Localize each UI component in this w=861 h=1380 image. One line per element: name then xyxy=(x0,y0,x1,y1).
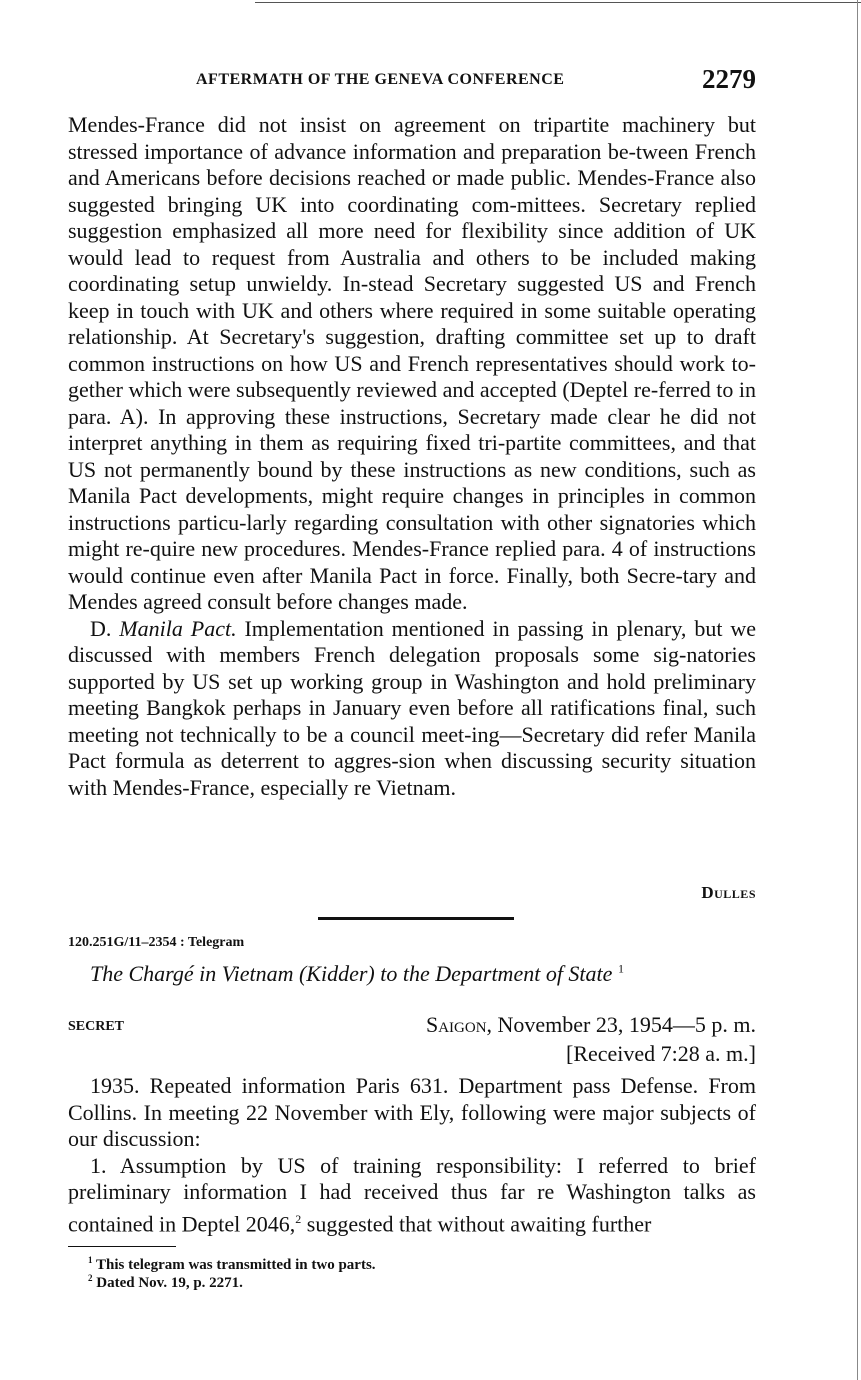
footnote-rule xyxy=(68,1246,176,1247)
paragraph-heading: Manila Pact. xyxy=(119,615,237,641)
signature: Dulles xyxy=(701,883,756,902)
dulles-telegram-body xyxy=(68,112,756,801)
footnote-marker: 2 xyxy=(295,1211,302,1226)
paragraph-text-continued: suggested that without awaiting further xyxy=(301,1210,652,1236)
right-page-edge xyxy=(857,0,858,1380)
page-number: 2279 xyxy=(702,64,756,94)
page-header xyxy=(68,64,756,100)
dateline-place: Saigon, xyxy=(425,1012,493,1037)
footnote-number: 1 xyxy=(88,1255,93,1265)
body-paragraph: Mendes-France did not insist on agreement on tripartite machinery but stressed importance of advance information and preparation be-tween French and Americans before decisions reached or made public. Mendes-France also suggested bringing UK into coordinating com-mittees. Secretary replied suggestion emphasized all more need for flexibility since addition of UK would lead to request from Australia and others to be included making coordinating setup unwieldy. In-stead Secretary suggested US and French keep in touch with UK and others where required in some suitable operating relationship. At Secretary's suggestion, drafting committee set up to draft common instructions on how US and French representatives should work to-gether which were subsequently reviewed and accepted (Deptel re-ferred to in para. A). In approving these instructions, Secretary made clear he did not interpret anything in them as requiring fixed tri-partite committees, and that US not permanently bound by these instructions as new conditions, such as Manila Pact developments, might require changes in principles in common instructions particu-larly regarding consultation with other signatories which might re-quire new procedures. Mendes-France replied para. 4 of instructions would continue even after Manila Pact in force. Finally, both Secre-tary and Mendes agreed consult before changes made. xyxy=(68,112,756,614)
footnote-text: Dated Nov. 19, p. 2271. xyxy=(96,1275,243,1291)
footnote-number: 2 xyxy=(88,1273,93,1283)
footnote-text: This telegram was transmitted in two parts. xyxy=(95,1257,376,1273)
paragraph-text: 1. Assumption by US of training responsibility: I referred to brief preliminary information I had received thus far re Washington talks as contained in Deptel 2046, xyxy=(68,1152,756,1236)
section-divider xyxy=(318,917,514,920)
top-page-rule xyxy=(255,2,861,3)
paragraph-label: D. xyxy=(90,615,112,641)
body-paragraph: 1935. Repeated information Paris 631. Department pass Defense. From Collins. In meeting 22 November with Ely, following were major subjects of our discussion: xyxy=(68,1073,756,1151)
paragraph-text: Implementation mentioned in passing in plenary, but we discussed with members French delegation proposals some sig-natories supported by US set up working group in Washington and hold preliminary meeting Bangkok perhaps in January even before all ratifications final, such meeting not technically to be a council meet-ing—Secretary did refer Manila Pact formula as deterrent to aggres-sion when discussing security situation with Mendes-France, especially re Vietnam. xyxy=(68,615,756,800)
body-paragraph-manila-pact xyxy=(68,616,756,802)
footnote-2 xyxy=(88,1273,243,1292)
kidder-telegram-body xyxy=(68,1073,756,1237)
body-paragraph-training xyxy=(68,1153,756,1238)
dateline xyxy=(426,1012,756,1038)
document-reference: 120.251G/11–2354 : Telegram xyxy=(68,935,245,950)
running-head: AFTERMATH OF THE GENEVA CONFERENCE xyxy=(196,71,565,88)
footnote-1 xyxy=(88,1255,376,1274)
document-title-text: The Chargé in Vietnam (Kidder) to the Department of State xyxy=(90,961,613,986)
received-time: [Received 7:28 a. m.] xyxy=(566,1041,756,1066)
footnote-marker: 1 xyxy=(617,961,624,976)
dateline-date: November 23, 1954—5 p. m. xyxy=(497,1012,756,1037)
classification-label: SECRET xyxy=(68,1019,125,1034)
document-title xyxy=(90,961,624,987)
